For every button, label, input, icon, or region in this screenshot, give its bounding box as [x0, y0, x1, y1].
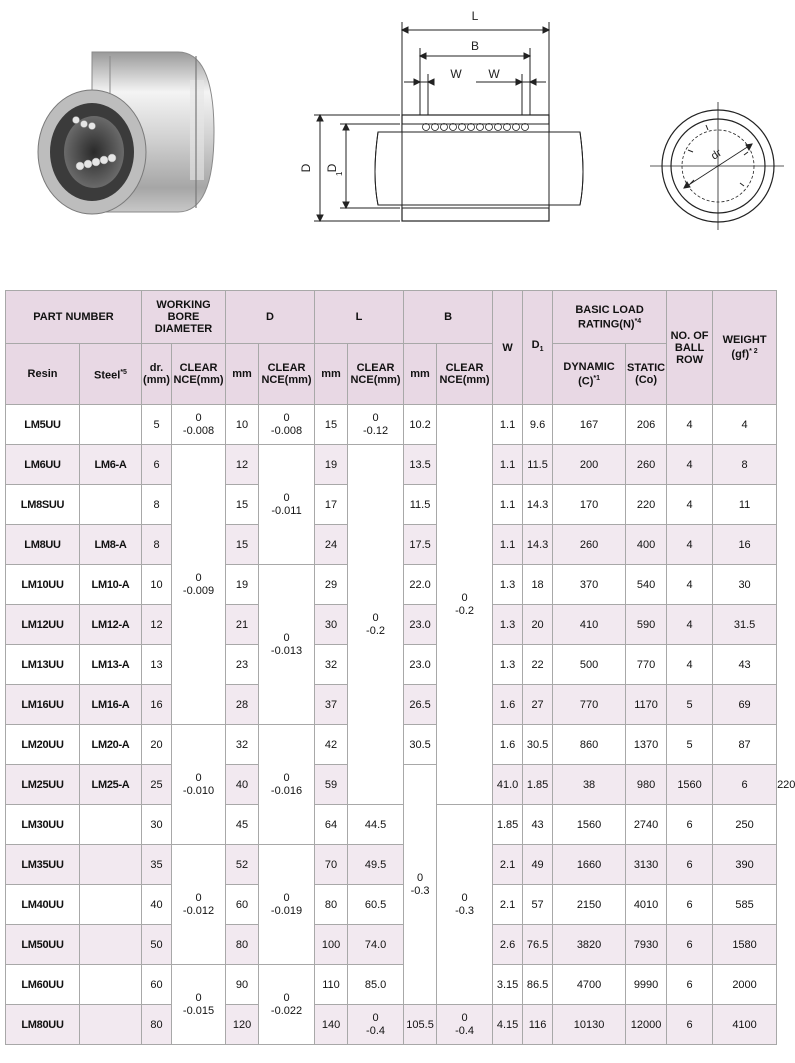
tol-upper: 0 — [283, 631, 290, 644]
dim-L-label: L — [471, 9, 479, 23]
cell-resin: LM60UU — [6, 965, 80, 1005]
col-D1-label: D — [531, 338, 540, 351]
cell-weight: 16 — [713, 525, 777, 565]
cell-D1: 11.5 — [523, 445, 553, 485]
cell-steel — [80, 805, 142, 845]
cell-resin: LM16UU — [6, 685, 80, 725]
cell-L: 24 — [315, 525, 348, 565]
bearing-photo — [38, 52, 214, 214]
cell-dynamic: 500 — [553, 645, 626, 685]
cell-D1: 20 — [523, 605, 553, 645]
cell-B: 23.0 — [404, 605, 437, 645]
cell-dynamic: 260 — [553, 525, 626, 565]
cell-weight: 31.5 — [713, 605, 777, 645]
cell-balls: 6 — [667, 1005, 713, 1045]
spec-table — [5, 290, 795, 1045]
cell-weight: 87 — [713, 725, 777, 765]
tol-upper: 0 — [195, 891, 202, 904]
cell-D: 28 — [226, 685, 259, 725]
cell-steel: LM13-A — [80, 645, 142, 685]
cell-D: 45 — [226, 805, 259, 845]
cell-static: 540 — [626, 565, 667, 605]
cell-L: 19 — [315, 445, 348, 485]
table-row — [6, 445, 777, 485]
dim-D1-label: D — [325, 163, 339, 173]
cell-D: 12 — [226, 445, 259, 485]
col-L: L — [315, 291, 404, 344]
cell-L-tol — [404, 765, 437, 1005]
cell-D: 52 — [226, 845, 259, 885]
col-L-mm: mm — [315, 344, 348, 405]
cell-static: 1370 — [626, 725, 667, 765]
cell-static: 7930 — [626, 925, 667, 965]
tol-upper: 0 — [416, 871, 424, 884]
cell-resin: LM8SUU — [6, 485, 80, 525]
tol-lower: -0.015 — [182, 1004, 215, 1017]
tol-lower: -0.3 — [455, 904, 475, 917]
cell-D1: 43 — [523, 805, 553, 845]
cell-B: 17.5 — [404, 525, 437, 565]
col-bore-clearance: CLEAR NCE(mm) — [172, 344, 226, 405]
cell-weight: 250 — [713, 805, 777, 845]
tol-upper: 0 — [283, 771, 290, 784]
cell-weight: 43 — [713, 645, 777, 685]
tol-lower: -0.012 — [182, 904, 215, 917]
cell-static: 1560 — [667, 765, 713, 805]
cell-dr: 80 — [142, 1005, 172, 1045]
cell-dynamic: 167 — [553, 405, 626, 445]
cell-static: 770 — [626, 645, 667, 685]
cell-dr: 25 — [142, 765, 172, 805]
cell-bore-tol — [172, 725, 226, 845]
cell-D: 90 — [226, 965, 259, 1005]
cell-balls: 6 — [667, 845, 713, 885]
cell-bore-tol — [172, 405, 226, 445]
cell-B: 44.5 — [348, 805, 404, 845]
col-ball-row: NO. OF BALL ROW — [667, 291, 713, 405]
cell-D: 80 — [226, 925, 259, 965]
cell-dr: 8 — [142, 525, 172, 565]
tol-lower: -0.008 — [182, 424, 215, 437]
col-working-bore: WORKING BORE DIAMETER — [142, 291, 226, 344]
cell-D: 120 — [226, 1005, 259, 1045]
cell-B: 22.0 — [404, 565, 437, 605]
cell-D1: 49 — [523, 845, 553, 885]
section-drawing — [314, 22, 583, 221]
cell-static: 12000 — [626, 1005, 667, 1045]
cell-steel: LM8-A — [80, 525, 142, 565]
cell-D: 32 — [226, 725, 259, 765]
cell-D1: 86.5 — [523, 965, 553, 1005]
cell-weight: 2000 — [713, 965, 777, 1005]
cell-B: 85.0 — [348, 965, 404, 1005]
cell-W: 1.3 — [493, 645, 523, 685]
cell-dynamic: 1560 — [553, 805, 626, 845]
cell-W: 1.3 — [493, 565, 523, 605]
cell-D-tol — [259, 845, 315, 965]
tol-lower: -0.2 — [366, 624, 386, 637]
cell-dynamic: 410 — [553, 605, 626, 645]
cell-dynamic: 860 — [553, 725, 626, 765]
cell-dr: 30 — [142, 805, 172, 845]
cell-W: 1.3 — [493, 605, 523, 645]
table-row — [6, 1005, 777, 1045]
cell-dr: 6 — [142, 445, 172, 485]
tol-upper: 0 — [461, 591, 468, 604]
cell-resin: LM8UU — [6, 525, 80, 565]
cell-D1: 30.5 — [523, 725, 553, 765]
col-D: D — [226, 291, 315, 344]
cell-steel: LM16-A — [80, 685, 142, 725]
cell-weight: 11 — [713, 485, 777, 525]
cell-B-tol — [437, 805, 493, 1005]
cell-steel — [80, 885, 142, 925]
col-weight-note: * 2 — [749, 348, 758, 356]
cell-dr: 13 — [142, 645, 172, 685]
cell-static: 206 — [626, 405, 667, 445]
cell-resin: LM6UU — [6, 445, 80, 485]
cell-L: 29 — [315, 565, 348, 605]
table-row: LM25UU LM25-A 25 40 59 0 -0.3 41.0 1.85 38 980 1560 6 220 — [6, 765, 777, 805]
tol-upper: 0 — [195, 571, 202, 584]
cell-D: 15 — [226, 485, 259, 525]
cell-W: 1.1 — [493, 445, 523, 485]
tol-upper: 0 — [195, 991, 202, 1004]
cell-balls: 6 — [667, 925, 713, 965]
cell-dynamic: 4700 — [553, 965, 626, 1005]
cell-dr: 16 — [142, 685, 172, 725]
cell-D1: 18 — [523, 565, 553, 605]
tol-lower: -0.011 — [271, 504, 302, 517]
col-basic-load — [553, 291, 667, 344]
table-row — [6, 405, 777, 445]
cell-D: 60 — [226, 885, 259, 925]
table-row — [6, 885, 777, 925]
table-row — [6, 845, 777, 885]
cell-dynamic: 980 — [626, 765, 667, 805]
cell-D1: 9.6 — [523, 405, 553, 445]
cell-static: 590 — [626, 605, 667, 645]
col-D-clearance: CLEAR NCE(mm) — [259, 344, 315, 405]
col-basic-load-note: *4 — [634, 317, 642, 325]
cell-static: 1170 — [626, 685, 667, 725]
cell-B: 10.2 — [404, 405, 437, 445]
cell-B: 13.5 — [404, 445, 437, 485]
cell-L-tol — [348, 445, 404, 805]
cell-W: 4.15 — [493, 1005, 523, 1045]
cell-dr: 35 — [142, 845, 172, 885]
cell-static: 2740 — [626, 805, 667, 845]
cell-D: 23 — [226, 645, 259, 685]
col-weight — [713, 291, 777, 405]
tol-lower: -0.12 — [363, 424, 389, 437]
cell-balls: 5 — [667, 725, 713, 765]
col-W: W — [493, 291, 523, 405]
cell-dynamic: 1660 — [553, 845, 626, 885]
cell-weight: 69 — [713, 685, 777, 725]
col-weight-label: WEIGHT (gf) — [722, 334, 767, 361]
cell-weight: 1580 — [713, 925, 777, 965]
col-steel — [80, 344, 142, 405]
cell-L-tol — [348, 1005, 404, 1045]
col-L-clearance: CLEAR NCE(mm) — [348, 344, 404, 405]
col-dynamic — [553, 344, 626, 405]
cell-resin: LM10UU — [6, 565, 80, 605]
cell-W: 1.1 — [493, 485, 523, 525]
cell-B-tol — [437, 1005, 493, 1045]
cell-balls: 6 — [713, 765, 777, 805]
cell-dynamic: 3820 — [553, 925, 626, 965]
cell-L: 37 — [315, 685, 348, 725]
col-D1 — [523, 291, 553, 405]
cell-bore-tol — [172, 965, 226, 1045]
cell-resin: LM50UU — [6, 925, 80, 965]
cell-W: 1.1 — [493, 405, 523, 445]
dim-dr-label: dr — [709, 147, 724, 163]
cell-balls: 6 — [667, 885, 713, 925]
cell-L: 110 — [315, 965, 348, 1005]
col-dr: dr. (mm) — [142, 344, 172, 405]
cell-resin: LM25UU — [6, 765, 80, 805]
cell-resin: LM40UU — [6, 885, 80, 925]
col-D-mm: mm — [226, 344, 259, 405]
dim-D-label: D — [299, 163, 313, 173]
col-basic-load-label: BASIC LOAD RATING(N) — [575, 303, 644, 331]
cell-balls: 4 — [667, 565, 713, 605]
cell-L: 100 — [315, 925, 348, 965]
tol-lower: -0.4 — [455, 1024, 475, 1037]
technical-drawings — [0, 0, 779, 245]
cell-resin: LM35UU — [6, 845, 80, 885]
tol-lower: -0.4 — [366, 1024, 386, 1037]
tol-upper: 0 — [372, 411, 379, 424]
cell-L: 32 — [315, 645, 348, 685]
cell-static: 4010 — [626, 885, 667, 925]
cell-B: 105.5 — [404, 1005, 437, 1045]
tol-upper: 0 — [283, 491, 290, 504]
cell-steel: LM12-A — [80, 605, 142, 645]
cell-steel — [80, 845, 142, 885]
cell-balls: 4 — [667, 445, 713, 485]
cell-steel: LM25-A — [80, 765, 142, 805]
cell-resin: LM12UU — [6, 605, 80, 645]
tol-lower: -0.016 — [270, 784, 303, 797]
tol-lower: -0.008 — [270, 424, 303, 437]
cell-W: 1.6 — [493, 685, 523, 725]
cell-B: 74.0 — [348, 925, 404, 965]
cell-W: 2.1 — [493, 845, 523, 885]
col-part-number: PART NUMBER — [6, 291, 142, 344]
cell-balls: 4 — [667, 645, 713, 685]
cell-dynamic: 770 — [553, 685, 626, 725]
cell-W: 1.6 — [493, 725, 523, 765]
cell-dr: 12 — [142, 605, 172, 645]
cell-steel: LM6-A — [80, 445, 142, 485]
col-D1-sub: 1 — [539, 346, 544, 354]
cell-L: 59 — [315, 765, 348, 805]
cell-B: 30.5 — [404, 725, 437, 765]
cell-dr: 20 — [142, 725, 172, 765]
cell-steel — [80, 965, 142, 1005]
col-steel-label: Steel — [94, 369, 121, 382]
dim-W-right-label: W — [488, 67, 500, 81]
cell-static: 3130 — [626, 845, 667, 885]
cell-dr: 60 — [142, 965, 172, 1005]
cell-L: 17 — [315, 485, 348, 525]
cell-dynamic: 200 — [553, 445, 626, 485]
cell-B: 23.0 — [404, 645, 437, 685]
cell-dynamic: 170 — [553, 485, 626, 525]
cell-dr: 5 — [142, 405, 172, 445]
cell-B-tol — [437, 405, 493, 805]
cell-dr: 40 — [142, 885, 172, 925]
cell-D1: 22 — [523, 645, 553, 685]
cell-D-tol — [259, 725, 315, 845]
cell-resin: LM80UU — [6, 1005, 80, 1045]
cell-B: 60.5 — [348, 885, 404, 925]
cell-balls: 5 — [667, 685, 713, 725]
cell-weight: 8 — [713, 445, 777, 485]
cell-D1: 27 — [523, 685, 553, 725]
cell-balls: 6 — [667, 805, 713, 845]
table-row — [6, 965, 777, 1005]
cell-D1: 76.5 — [523, 925, 553, 965]
tol-lower: -0.010 — [182, 784, 215, 797]
cell-bore-tol — [172, 445, 226, 725]
tol-upper: 0 — [283, 891, 290, 904]
cell-W: 2.1 — [493, 885, 523, 925]
col-steel-note: *5 — [120, 368, 127, 376]
cell-steel: LM20-A — [80, 725, 142, 765]
cell-dynamic: 2150 — [553, 885, 626, 925]
end-view-drawing — [650, 102, 784, 230]
cell-steel — [80, 485, 142, 525]
cell-dr: 50 — [142, 925, 172, 965]
dim-B-label: B — [470, 39, 480, 53]
col-dynamic-note: *1 — [593, 374, 601, 382]
cell-steel — [80, 925, 142, 965]
tol-upper: 0 — [195, 771, 202, 784]
tol-upper: 0 — [372, 1011, 379, 1024]
cell-L: 42 — [315, 725, 348, 765]
cell-resin: LM5UU — [6, 405, 80, 445]
cell-weight: 30 — [713, 565, 777, 605]
cell-D-tol — [259, 565, 315, 725]
cell-B: 26.5 — [404, 685, 437, 725]
cell-resin: LM13UU — [6, 645, 80, 685]
tol-lower: -0.019 — [270, 904, 303, 917]
cell-resin: LM30UU — [6, 805, 80, 845]
dim-D1-subscript: 1 — [335, 171, 344, 176]
tol-lower: -0.009 — [182, 584, 215, 597]
col-static: STATIC (Co) — [626, 344, 667, 405]
cell-steel — [80, 405, 142, 445]
cell-D-tol — [259, 405, 315, 445]
cell-L: 15 — [315, 405, 348, 445]
cell-weight: 4100 — [713, 1005, 777, 1045]
cell-D1: 38 — [553, 765, 626, 805]
cell-balls: 4 — [667, 485, 713, 525]
table-row — [6, 805, 777, 845]
cell-D: 19 — [226, 565, 259, 605]
cell-W: 2.6 — [493, 925, 523, 965]
tol-upper: 0 — [283, 991, 290, 1004]
tol-upper: 0 — [195, 411, 202, 424]
tol-upper: 0 — [283, 411, 290, 424]
cell-balls: 4 — [667, 405, 713, 445]
cell-L: 80 — [315, 885, 348, 925]
cell-D-tol — [259, 445, 315, 565]
cell-dynamic: 370 — [553, 565, 626, 605]
cell-B: 11.5 — [404, 485, 437, 525]
cell-L: 30 — [315, 605, 348, 645]
cell-dr: 10 — [142, 565, 172, 605]
cell-D: 40 — [226, 765, 259, 805]
cell-B: 49.5 — [348, 845, 404, 885]
cell-L: 64 — [315, 805, 348, 845]
cell-D1: 116 — [523, 1005, 553, 1045]
cell-static: 260 — [626, 445, 667, 485]
cell-dr: 8 — [142, 485, 172, 525]
cell-static: 9990 — [626, 965, 667, 1005]
cell-bore-tol — [172, 845, 226, 965]
cell-W: 1.1 — [493, 525, 523, 565]
cell-balls: 4 — [667, 605, 713, 645]
cell-weight: 585 — [713, 885, 777, 925]
cell-D-tol — [259, 965, 315, 1045]
cell-balls: 4 — [667, 525, 713, 565]
cell-L: 140 — [315, 1005, 348, 1045]
cell-weight: 390 — [713, 845, 777, 885]
cell-W: 1.85 — [523, 765, 553, 805]
tol-upper: 0 — [461, 891, 468, 904]
cell-W: 3.15 — [493, 965, 523, 1005]
cell-W: 1.85 — [493, 805, 523, 845]
cell-steel: LM10-A — [80, 565, 142, 605]
col-dynamic-label: DYNAMIC (C) — [563, 360, 615, 388]
cell-D: 10 — [226, 405, 259, 445]
col-B: B — [404, 291, 493, 344]
dim-W-left-label: W — [450, 67, 462, 81]
tol-lower: -0.2 — [455, 604, 475, 617]
tol-upper: 0 — [372, 611, 379, 624]
cell-static: 220 — [626, 485, 667, 525]
cell-D: 15 — [226, 525, 259, 565]
cell-L-tol — [348, 405, 404, 445]
tol-lower: -0.013 — [270, 644, 303, 657]
cell-steel — [80, 1005, 142, 1045]
tol-lower: -0.022 — [270, 1004, 303, 1017]
cell-static: 400 — [626, 525, 667, 565]
table-row — [6, 925, 777, 965]
cell-resin: LM20UU — [6, 725, 80, 765]
col-B-mm: mm — [404, 344, 437, 405]
cell-D1: 57 — [523, 885, 553, 925]
cell-D1: 14.3 — [523, 485, 553, 525]
cell-dynamic: 10130 — [553, 1005, 626, 1045]
cell-balls: 6 — [667, 965, 713, 1005]
cell-D: 21 — [226, 605, 259, 645]
col-B-clearance: CLEAR NCE(mm) — [437, 344, 493, 405]
tol-lower: -0.3 — [410, 884, 430, 897]
col-resin: Resin — [6, 344, 80, 405]
cell-B: 41.0 — [493, 765, 523, 805]
cell-weight: 4 — [713, 405, 777, 445]
cell-L: 70 — [315, 845, 348, 885]
tol-upper: 0 — [461, 1011, 468, 1024]
cell-D1: 14.3 — [523, 525, 553, 565]
